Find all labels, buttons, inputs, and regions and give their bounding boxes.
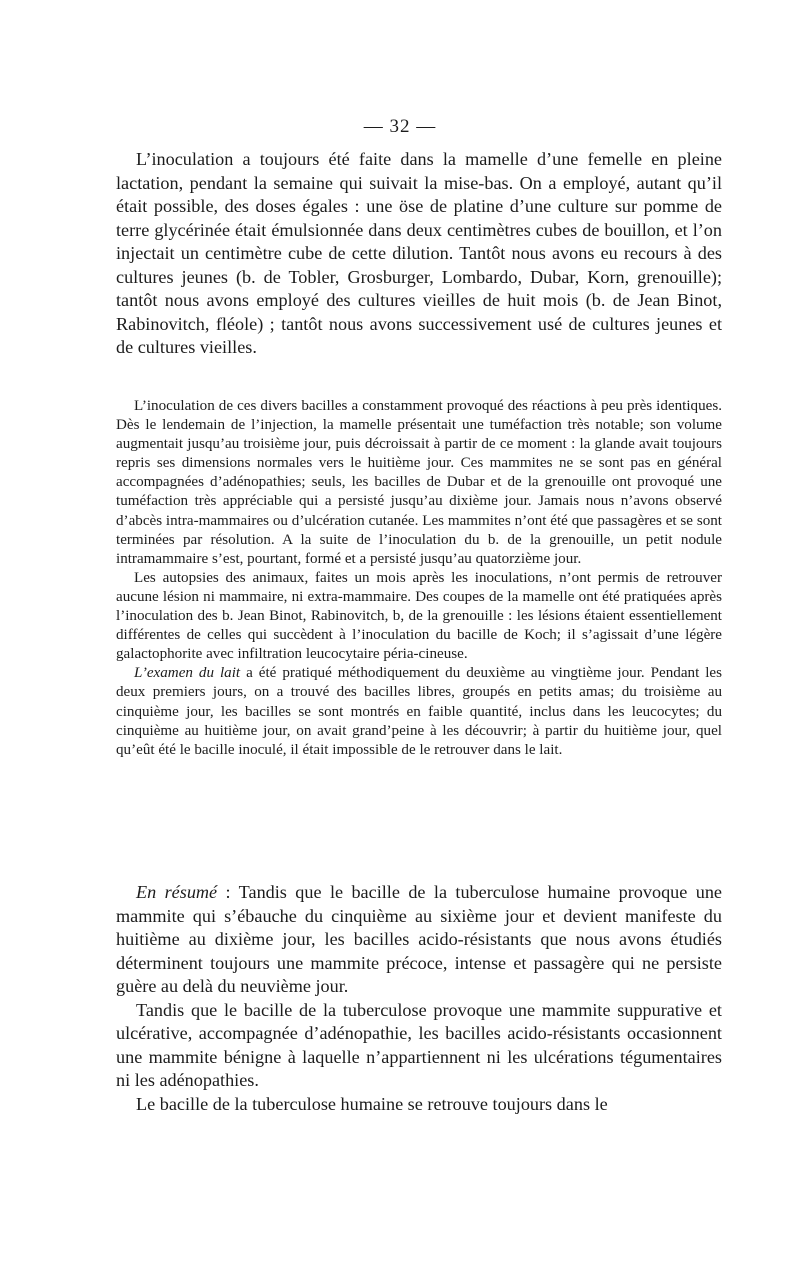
summary-paragraph-3: Le bacille de la tuberculose humaine se retrouve toujours dans le [136, 1093, 608, 1114]
summary-paragraph-1-text: : Tandis que le bacille de la tuberculose humaine provoque une mammite qui s’ébauche du cinquième au sixième jour et devient manifeste du huitième au dixième jour, les bacilles acido-résistants que nous avons étudiés déterminent toujours une mammite précoce, intense et passagère qui ne persiste guère au delà du neuvième jour. [116, 882, 723, 996]
summary-paragraph-1 [116, 881, 722, 999]
reactions-paragraph: L’inoculation de ces divers bacilles a constamment provoqué des réactions à peu près identiques. Dès le lendemain de l’injection, la mamelle présentait une tuméfaction très notable; son volume augmentait jusqu’au troisième jour, puis décroissait à partir de ce moment : la glande avait toujours repris ses dimensions normales vers le huitième jour. Ces mammites ne se sont pas en général accompagnées d’adénopathies; seuls, les bacilles de Dubar et de la grenouille ont provoqué une tuméfaction très appréciable qui a persisté jusqu’au dixième jour. Jamais nous n’avons observé d’abcès intra-mammaires ou d’ulcération cutanée. Les mammites n’ont été que passagères et se sont terminées par résolution. A la suite de l’inoculation du b. de la grenouille, un petit nodule intramammaire s’est, pourtant, formé et a persisté jusqu’au quatorzième jour. [116, 398, 722, 567]
milk-exam-label: L’examen du lait [134, 665, 241, 682]
details-section [116, 397, 722, 760]
summary-section [116, 881, 722, 1116]
autopsies-paragraph: Les autopsies des animaux, faites un mois après les inoculations, n’ont permis de retrouver aucune lésion ni mammaire, ni extra-mammaire. Des coupes de la mamelle ont été pratiquées après l’inoculation des b. Jean Binot, Rabinovitch, b, de la grenouille : les lésions étaient essentiellement différentes de celles qui succèdent à l’inoculation du bacille de Koch; il s’agissait d’une légère galactophorite avec infiltration leucocytaire péria-cineuse. [116, 569, 722, 663]
method-section [116, 148, 722, 360]
summary-label: En résumé [136, 882, 218, 902]
milk-exam-paragraph [116, 664, 722, 759]
milk-exam-text: a été pratiqué méthodiquement du deuxième au vingtième jour. Pendant les deux premiers jours, on a trouvé des bacilles libres, groupés en petits amas; du troisième au cinquième jour, les bacilles se sont montrés en faible quantité, inclus dans les leucocytes; du cinquième au huitième jour, on avait grand’peine à les découvrir; à partir du huitième jour, quel qu’eût été le bacille inoculé, il était impossible de le retrouver dans le lait. [116, 665, 722, 758]
summary-paragraph-2: Tandis que le bacille de la tuberculose provoque une mammite suppurative et ulcérative, accompagnée d’adénopathie, les bacilles acido-résistants occasionnent une mammite bénigne à laquelle n’appartiennent ni les ulcérations tégumentaires ni les adénopathies. [116, 999, 722, 1090]
page-number: — 32 — [363, 116, 437, 137]
method-paragraph: L’inoculation a toujours été faite dans la mamelle d’une femelle en pleine lactation, pendant la semaine qui suivait la mise-bas. On a employé, autant qu’il était possible, des doses égales : une öse de platine d’une culture sur pomme de terre glycérinée était émulsionnée dans deux centimètres cubes de bouillon, et l’on injectait un centimètre cube de cette dilution. Tantôt nous avons eu recours à des cultures jeunes (b. de Tobler, Grosburger, Lombardo, Dubar, Korn, grenouille); tantôt nous avons employé des cultures vieilles de huit mois (b. de Jean Binot, Rabinovitch, fléole) ; tantôt nous avons successivement usé de cultures jeunes et de cultures vieilles. [116, 149, 722, 357]
